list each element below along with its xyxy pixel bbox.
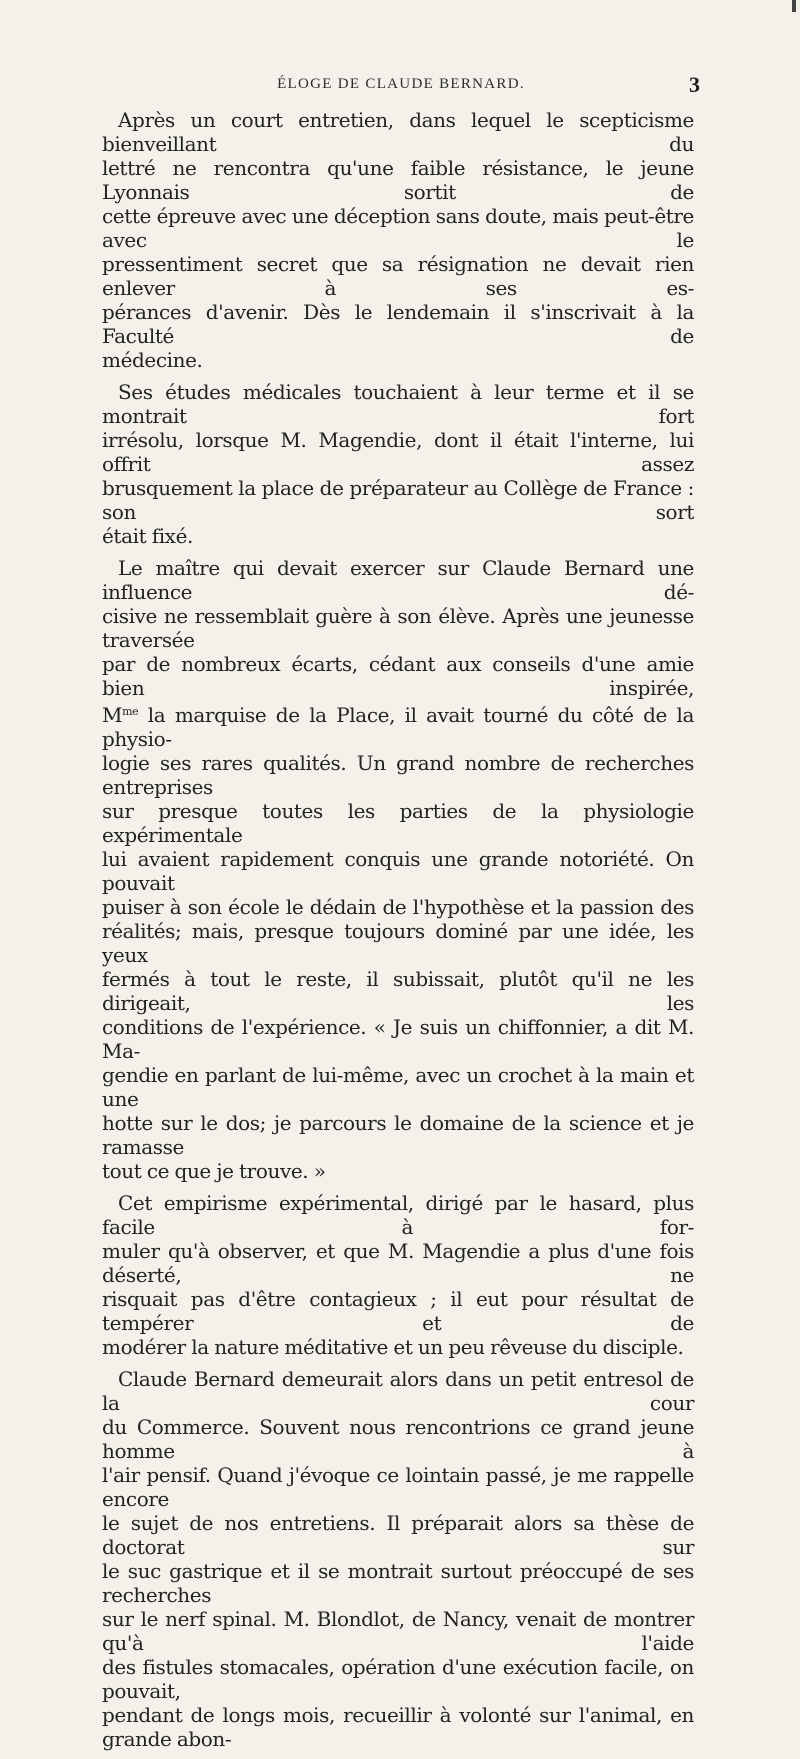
text-line: hotte sur le dos; je parcours le domaine de la science et je ramasse	[102, 1111, 694, 1159]
text-line: gendie en parlant de lui-même, avec un crochet à la main et une	[102, 1063, 694, 1111]
running-head	[102, 72, 700, 100]
text-line: réalités; mais, presque toujours dominé par une idée, les yeux	[102, 919, 694, 967]
text-line: muler qu'à observer, et que M. Magendie a plus d'une fois déserté, ne	[102, 1239, 694, 1287]
page-edge-mark	[792, 0, 796, 12]
text-line: $M^{me}$ la marquise de la Place, il avait tourné du côté de la physio-	[102, 703, 694, 751]
paragraph	[102, 380, 694, 548]
paragraph	[102, 556, 694, 1183]
paragraph	[102, 1367, 694, 1751]
page-number: 3	[689, 72, 700, 97]
text-line: cisive ne ressemblait guère à son élève. Après une jeunesse traversée	[102, 604, 694, 652]
text-line: irrésolu, lorsque M. Magendie, dont il était l'interne, lui offrit assez	[102, 428, 694, 476]
text-line: le sujet de nos entretiens. Il préparait alors sa thèse de doctorat sur	[102, 1511, 694, 1559]
text-line: cette épreuve avec une déception sans doute, mais peut-être avec le	[102, 204, 694, 252]
text-line: logie ses rares qualités. Un grand nombre de recherches entreprises	[102, 751, 694, 799]
text-line: l'air pensif. Quand j'évoque ce lointain passé, je me rappelle encore	[102, 1463, 694, 1511]
text-line: pendant de longs mois, recueillir à volonté sur l'animal, en grande abon-	[102, 1703, 694, 1751]
text-line: Claude Bernard demeurait alors dans un petit entresol de la cour	[102, 1367, 694, 1415]
text-line: modérer la nature méditative et un peu rêveuse du disciple.	[102, 1335, 684, 1359]
text-line: Ses études médicales touchaient à leur terme et il se montrait fort	[102, 380, 694, 428]
text-line: médecine.	[102, 348, 203, 372]
text-line: brusquement la place de préparateur au Collège de France : son sort	[102, 476, 694, 524]
text-line: pérances d'avenir. Dès le lendemain il s'inscrivait à la Faculté de	[102, 300, 694, 348]
paragraphs	[102, 108, 694, 1751]
text-line: des fistules stomacales, opération d'une exécution facile, on pouvait,	[102, 1655, 694, 1703]
text-line: Cet empirisme expérimental, dirigé par le hasard, plus facile à for-	[102, 1191, 694, 1239]
text-line: Après un court entretien, dans lequel le scepticisme bienveillant du	[102, 108, 694, 156]
running-title: ÉLOGE DE CLAUDE BERNARD.	[277, 76, 525, 92]
text-line: risquait pas d'être contagieux ; il eut pour résultat de tempérer et de	[102, 1287, 694, 1335]
text-line: Le maître qui devait exercer sur Claude Bernard une influence dé-	[102, 556, 694, 604]
text-line: lettré ne rencontra qu'une faible résistance, le jeune Lyonnais sortit de	[102, 156, 694, 204]
text-line: sur presque toutes les parties de la physiologie expérimentale	[102, 799, 694, 847]
text-line: du Commerce. Souvent nous rencontrions ce grand jeune homme à	[102, 1415, 694, 1463]
body-text	[102, 108, 694, 1759]
paragraph	[102, 1191, 694, 1359]
text-line: puiser à son école le dédain de l'hypothèse et la passion des	[102, 895, 694, 919]
text-line: conditions de l'expérience. « Je suis un chiffonnier, a dit M. Ma-	[102, 1015, 694, 1063]
text-line: sur le nerf spinal. M. Blondlot, de Nancy, venait de montrer qu'à l'aide	[102, 1607, 694, 1655]
paragraph	[102, 108, 694, 372]
text-line: le suc gastrique et il se montrait surtout préoccupé de ses recherches	[102, 1559, 694, 1607]
text-line: par de nombreux écarts, cédant aux conseils d'une amie bien inspirée,	[102, 652, 694, 700]
text-line: tout ce que je trouve. »	[102, 1159, 326, 1183]
text-line: pressentiment secret que sa résignation ne devait rien enlever à ses es-	[102, 252, 694, 300]
text-line: était fixé.	[102, 524, 193, 548]
text-line: lui avaient rapidement conquis une grande notoriété. On pouvait	[102, 847, 694, 895]
text-line: fermés à tout le reste, il subissait, plutôt qu'il ne les dirigeait, les	[102, 967, 694, 1015]
